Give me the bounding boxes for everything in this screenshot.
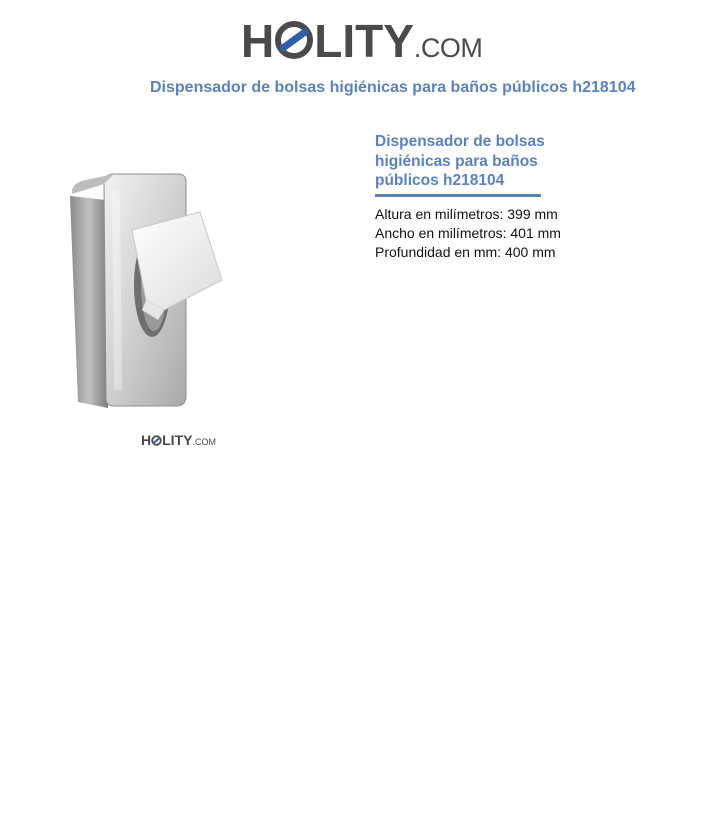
logo-letter-h: H [241,15,275,67]
logo-domain: .COM [413,33,483,63]
product-heading: Dispensador de bolsas higiénicas para baños públicos h218104 [375,133,545,189]
sanitary-bag-dispenser-image [60,160,260,425]
spec-width: Ancho en milímetros: 401 mm [375,225,561,241]
logo-o-icon [275,21,313,59]
spec-height: Altura en milímetros: 399 mm [375,206,558,222]
page-title: Dispensador de bolsas higiénicas para baños públicos h218104 [150,79,636,96]
logo-letters-lity: LITY [314,15,414,67]
watermark-o-icon [151,433,162,444]
product-specs [375,205,561,262]
product-image-watermark-logo: H LITY.COM [141,432,216,448]
heading-divider [375,194,541,197]
holity-logo[interactable] [241,12,481,70]
spec-depth: Profundidad en mm: 400 mm [375,244,556,260]
